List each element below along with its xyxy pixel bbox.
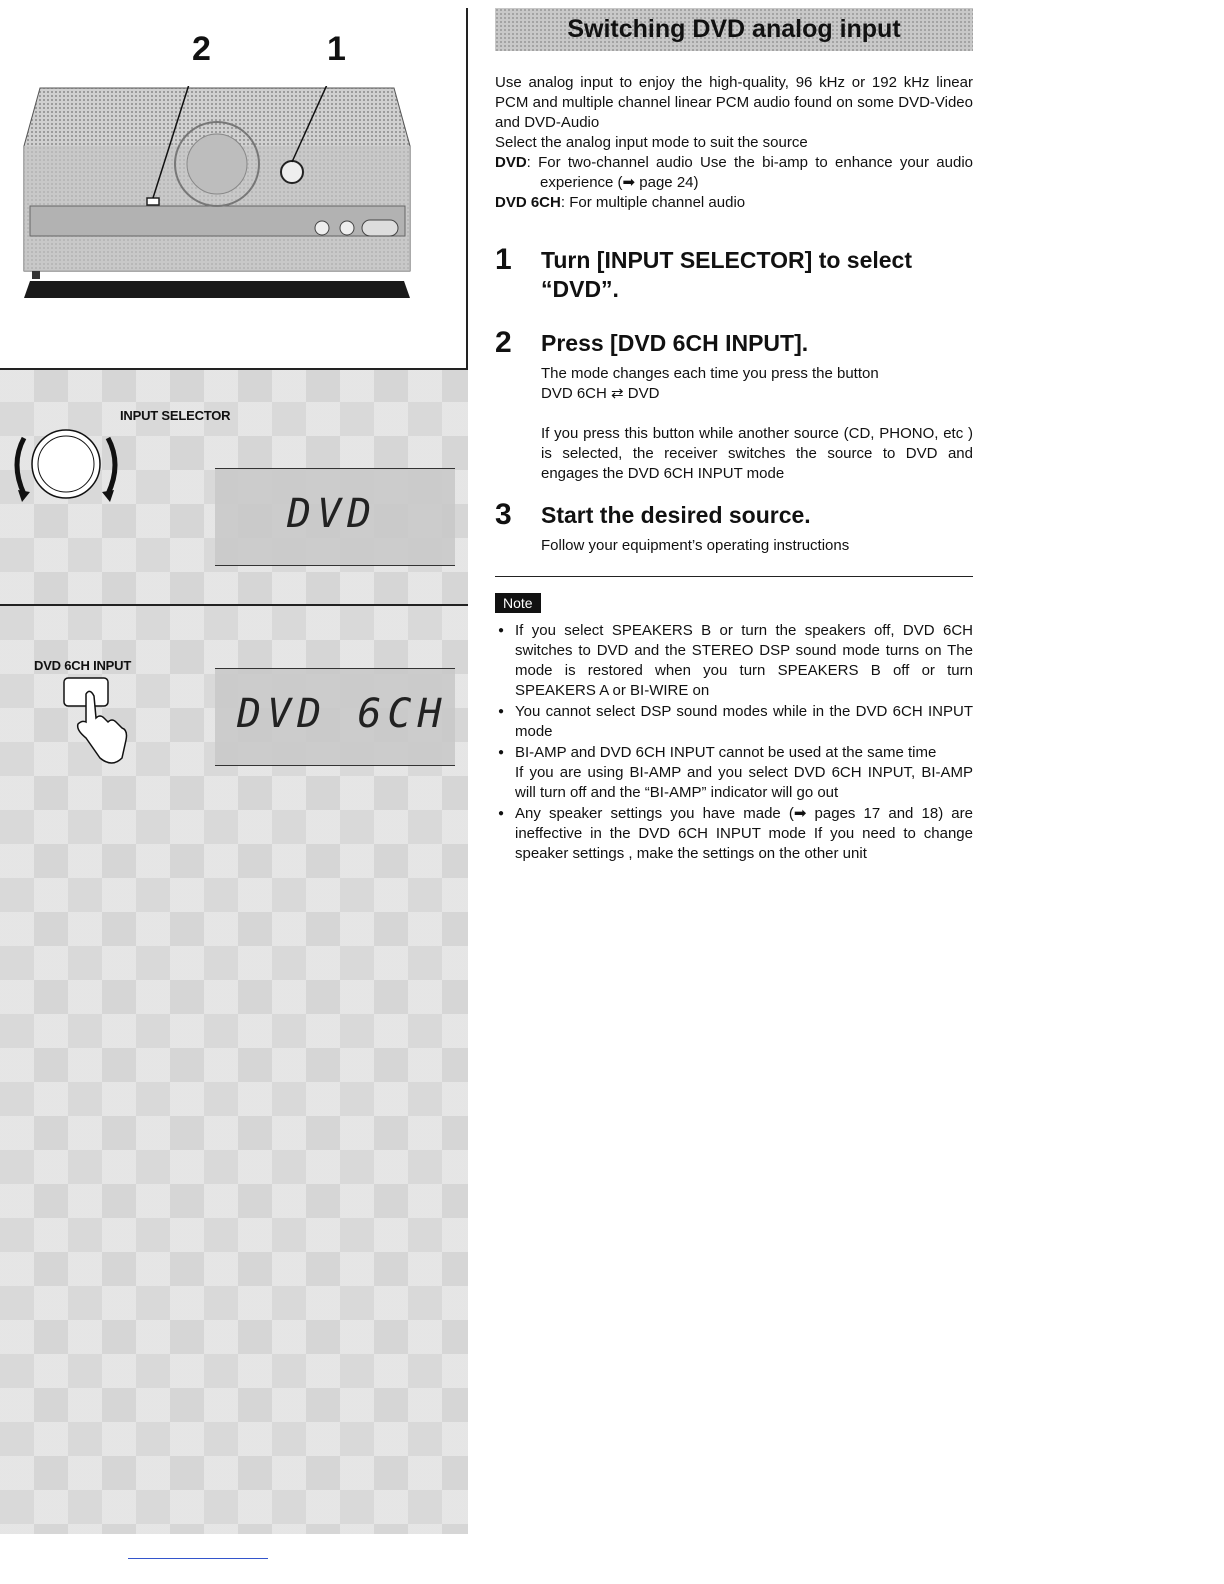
intro-paragraph: Use analog input to enjoy the high-quality, 96 kHz or 192 kHz linear PCM and multiple channel linear PCM audio found on some DVD-Video and DVD-Audio [495, 74, 973, 131]
step-title: Start the desired source. [541, 502, 811, 528]
definition-text: : For two-channel audio Use the bi-amp to enhance your audio experience (➡ page 24) [526, 154, 973, 191]
definition-term: DVD [495, 154, 527, 171]
definition-term: DVD 6CH [495, 194, 561, 211]
step-number: 3 [495, 498, 512, 531]
divider-horizontal-1 [0, 368, 468, 370]
section-title-bar [495, 8, 973, 51]
callout-2: 2 [192, 30, 211, 68]
display-readout-2: DVD 6CH [237, 691, 448, 737]
divider-vertical [466, 8, 468, 370]
definition-text: : For multiple channel audio [560, 194, 746, 211]
bottom-rule [128, 1558, 268, 1559]
note-item-text: If you are using BI-AMP and you select DVD 6CH INPUT, BI-AMP will turn off and the “BI-AMP” indicator will go out [515, 764, 973, 801]
section-rule [495, 576, 973, 577]
step-number: 2 [495, 326, 512, 359]
input-selector-label: INPUT SELECTOR [120, 408, 231, 423]
step-2 [495, 326, 973, 484]
note-item [495, 743, 973, 803]
definition-dvd [495, 153, 973, 193]
step-body: Follow your equipment’s operating instructions [541, 537, 850, 554]
display-panel-1 [215, 468, 455, 566]
step-number: 1 [495, 243, 512, 276]
callout-1: 1 [327, 30, 346, 68]
step-3 [495, 498, 973, 556]
step-body: The mode changes each time you press the button [541, 365, 879, 382]
note-item-text: BI-AMP and DVD 6CH INPUT cannot be used at the same time [515, 744, 937, 761]
divider-horizontal-2 [0, 604, 468, 606]
display-panel-2 [215, 668, 455, 766]
step-body: DVD 6CH ⇄ DVD [541, 385, 660, 402]
note-item: ● Any speaker settings you have made (➡ pages 17 and 18) are ineffective in the DVD 6CH INPUT mode If you need to change speaker settings , make the settings on the other unit [495, 804, 973, 864]
illustration-column [0, 0, 470, 1584]
definition-dvd-6ch [495, 193, 973, 213]
text-column [495, 8, 973, 865]
note-list [495, 621, 973, 864]
note-badge: Note [495, 593, 541, 613]
note-item: ● You cannot select DSP sound modes while in the DVD 6CH INPUT mode [495, 702, 973, 742]
input-selector-knob-icon [8, 420, 138, 510]
display-readout-1: DVD [287, 491, 378, 537]
dvd-6ch-input-label: DVD 6CH INPUT [34, 658, 132, 673]
intro-instruction: Select the analog input mode to suit the source [495, 134, 808, 151]
press-button-hand-icon [56, 672, 156, 772]
receiver-front-panel-illustration [22, 86, 412, 301]
step-body: If you press this button while another source (CD, PHONO, etc ) is selected, the receiver switches the source to DVD and engages the DVD 6CH INPUT mode [541, 425, 973, 482]
step-title: Press [DVD 6CH INPUT]. [541, 330, 809, 356]
step-1 [495, 243, 973, 304]
section-title: Switching DVD analog input [567, 15, 901, 43]
step-title: Turn [INPUT SELECTOR] to select “DVD”. [541, 247, 913, 302]
note-item: ● If you select SPEAKERS B or turn the speakers off, DVD 6CH switches to DVD and the STEREO DSP sound mode turns on The mode is restored when you turn SPEAKERS B off or turn SPEAKERS A or BI-WIRE on [495, 621, 973, 701]
